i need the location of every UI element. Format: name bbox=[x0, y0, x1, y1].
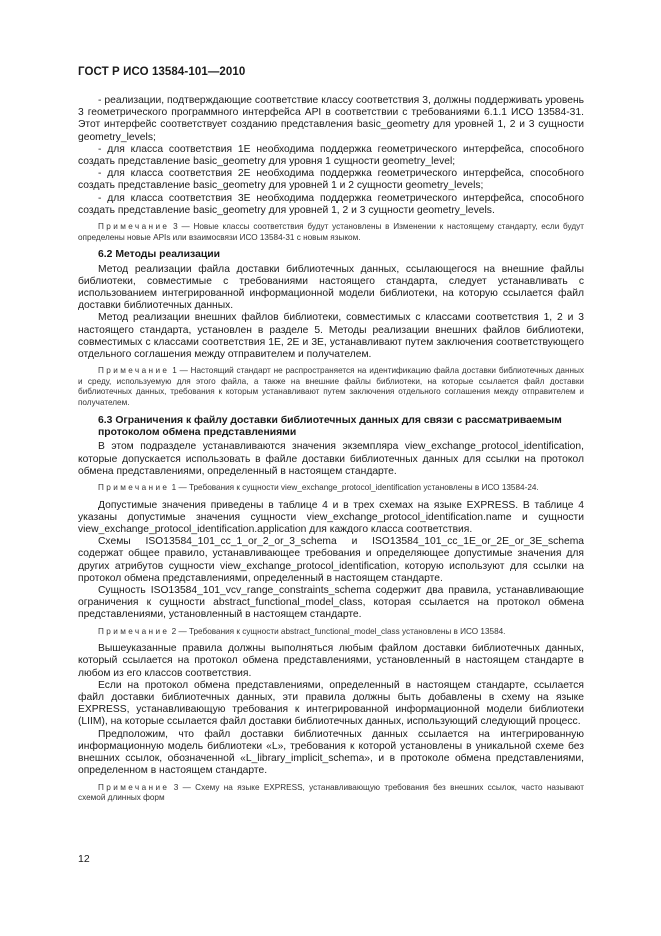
paragraph-allowed-values: Допустимые значения приведены в таблице 4 и в трех схемах на языке EXPRESS. В таблице 4 указаны допустимые значения сущности view_exchange_protocol_identification.name и сущности view_exchange_protocol_identification.application для каждого класса соответствия. bbox=[78, 499, 584, 536]
section-heading-text: 6.3 Ограничения к файлу доставки библиотечных данных для связи с рассматриваемым протоколом обмена представлениями bbox=[98, 414, 562, 439]
section-heading-6-2 bbox=[78, 249, 584, 261]
paragraph-class-2e: - для класса соответствия 2E необходима поддержка геометрического интерфейса, способного создать представление basic_geometry для уровней 1 и 2 сущности geometry_levels; bbox=[78, 168, 584, 192]
paragraph-impl-method-2: Метод реализации внешних файлов библиотеки, совместимых с классами соответствия 1, 2 и 3 настоящего стандарта, установлен в разделе 5. Методы реализации внешних файлов библиотеки, совместимых с классами соответствия 1E, 2E и 3E, устанавливают путем заключения соответствующего отдельного соглашения между отправителем и получателем. bbox=[78, 312, 584, 361]
paragraph-suppose: Предположим, что файл доставки библиотечных данных ссылается на интегрированную информационную модель библиотеки «L», требования к которой установлены в уникальной схеме без внешних ссылок, обозначенной «L_library_implicit_schema», и в протоколе обмена представлениями, определенном в настоящем стандарте. bbox=[78, 728, 584, 777]
paragraph-rules-apply: Вышеуказанные правила должны выполняться любым файлом доставки библиотечных данных, который ссылается на протокол обмена представлениями, установленный в настоящем стандарте в любом из его классов соответствия. bbox=[78, 643, 584, 679]
note-2-abstract-class bbox=[78, 627, 584, 638]
document-body bbox=[78, 95, 584, 804]
paragraph-level3-conformance: - реализации, подтверждающие соответствие классу соответствия 3, должны поддерживать уровень 3 геометрического программного интерфейса API в соответствии с требованиями 6.1.1 ИСО 13584-31. Этот интерфейс соответствует созданию представления basic_geometry для уровней 1, 2 и 3 сущности geometry_levels; bbox=[78, 95, 584, 143]
paragraph-subsection-values: В этом подразделе устанавливаются значения экземпляра view_exchange_protocol_identification, которые допускается использовать в файле доставки библиотечных данных для ссылки на протокол обмена представлениями, определенный в настоящем стандарте. bbox=[78, 441, 584, 477]
document-header: ГОСТ Р ИСО 13584-101—2010 bbox=[78, 66, 246, 78]
note-label: Примечание bbox=[98, 483, 170, 493]
note-3-new-classes bbox=[78, 222, 584, 243]
note-1-requirements bbox=[78, 483, 584, 494]
note-label: Примечание bbox=[98, 782, 170, 792]
note-text: 2 — Требования к сущности abstract_functional_model_class установлены в ИСО 13584. bbox=[169, 626, 506, 636]
note-text: 3 — Новые классы соответствия будут установлены в Изменении к настоящему стандарту, если будут определены новые APIs или взаимосвязи ИСО 13584-31 с новым языком. bbox=[78, 222, 584, 242]
paragraph-range-constraints: Сущность ISO13584_101_vcv_range_constraints_schema содержит два правила, устанавливающие ограничения к сущности abstract_functional_model_class, которая ссылается на протокол обмена представлениями, установленный в настоящем стандарте. bbox=[78, 585, 584, 621]
paragraph-rules-added: Если на протокол обмена представлениями, определенный в настоящем стандарте, ссылается файл доставки библиотечных данных, эти правила должны быть добавлены в схему на языке EXPRESS, устанавливающую требования к интегрированной информационной модели библиотеки (LIIM), на которые ссылается файл доставки библиотечных данных, использующий следующий процесс. bbox=[78, 679, 584, 728]
note-label: Примечание bbox=[98, 626, 170, 636]
section-heading-6-3 bbox=[78, 415, 584, 440]
note-label: Примечание bbox=[98, 366, 170, 376]
note-label: Примечание bbox=[98, 222, 170, 232]
note-3-long-form bbox=[78, 783, 584, 804]
paragraph-class-3e: - для класса соответствия 3E необходима поддержка геометрического интерфейса, способного создать представление basic_geometry для уровней 1, 2 и 3 сущности geometry_levels. bbox=[78, 192, 584, 216]
paragraph-impl-method-1: Метод реализации файла доставки библиотечных данных, ссылающегося на внешние файлы библиотеки, совместимые с требованиями настоящего стандарта, следует устанавливать с использованием интегрированной информационной модели библиотеки, на которую ссылается файл доставки библиотечных данных. bbox=[78, 263, 584, 312]
note-text: 1 — Требования к сущности view_exchange_protocol_identification установлены в ИСО 13584-24. bbox=[169, 483, 539, 493]
note-text: 1 — Настоящий стандарт не распространяется на идентификацию файла доставки библиотечных данных и среду, используемую для этого файла, а также на внешние файлы библиотеки, на которые ссылается файл доставки библиотечных данных, требования к которым устанавливают путем заключения отдельного соглашения между отправителем и получателем. bbox=[78, 366, 584, 408]
paragraph-schemas: Схемы ISO13584_101_cc_1_or_2_or_3_schema и ISO13584_101_cc_1E_or_2E_or_3E_schema содержат общее правило, устанавливающее требования и определяющее допустимые значения для других атрибутов сущности view_exchange_protocol_identification, которую используют для ссылки на протокол обмена представлениями, определенный в настоящем стандарте. bbox=[78, 536, 584, 584]
page-number: 12 bbox=[78, 853, 90, 865]
paragraph-class-1e: - для класса соответствия 1E необходима поддержка геометрического интерфейса, способного создать представление basic_geometry для уровня 1 сущности geometry_level; bbox=[78, 143, 584, 168]
note-1-identification bbox=[78, 366, 584, 408]
note-text: 3 — Схему на языке EXPRESS, устанавливающую требования без внешних ссылок, часто называют схемой длинных форм bbox=[78, 782, 584, 803]
section-heading-text: 6.2 Методы реализации bbox=[98, 249, 221, 261]
